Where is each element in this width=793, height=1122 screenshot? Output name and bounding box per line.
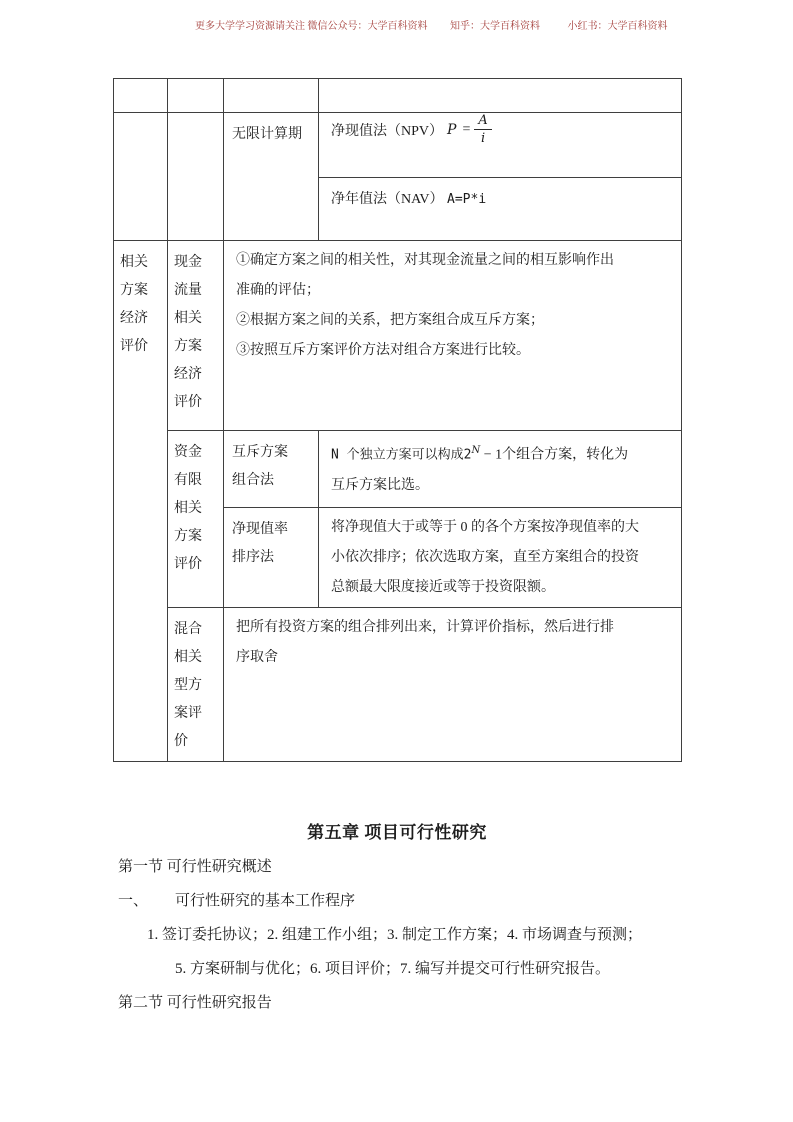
cell-related-eval-label: 相关 方案 经济 评价 [114,241,168,762]
chapter-section [113,820,681,1025]
procedure-items-line2: 5. 方案研制与优化；6. 项目评价；7. 编写并提交可行性研究报告。 [175,961,611,977]
cell-infinite-period-label: 无限计算期 [224,113,319,241]
fraction-denominator: i [480,131,486,146]
mutex-content-line2: 互斥方案比选。 [331,477,429,493]
npv-equals: = [462,121,471,137]
chapter-title: 第五章 项目可行性研究 [307,823,487,842]
fraction-numerator: A [474,113,491,130]
promo-header [195,20,668,34]
list1-marker: 一、 [118,893,149,909]
cell-mutex-combo-label: 互斥方案 组合法 [224,431,319,508]
cell-mutex-combo-content [319,431,682,508]
evaluation-table [113,78,682,762]
section1-heading: 第一节 可行性研究概述 [118,859,272,875]
npv-method-label: 净现值法（NPV） [331,123,444,139]
promo-xiaohongshu: 小红书：大学百科资料 [567,21,668,32]
cell-npvr-sort-content: 将净现值大于或等于 0 的各个方案按净现值率的大 小依次排序；依次选取方案，直至方案组合的投资 总额最大限度接近或等于投资限额。 [319,508,682,608]
cell-empty-1 [114,79,168,113]
mutex-formula-pre: N 个独立方案可以构成2 [331,447,472,463]
cell-cash-flow-label: 现金 流量 相关 方案 经济 评价 [168,241,224,431]
mutex-formula-post: − 1个组合方案，转化为 [480,447,629,463]
cell-empty-6 [168,113,224,241]
npv-fraction [474,113,491,146]
nav-formula-text: A=P*i [447,192,487,207]
promo-wechat: 更多大学学习资源请关注 微信公众号：大学百科资料 [195,21,428,32]
cell-cash-flow-content: ①确定方案之间的相关性，对其现金流量之间的相互影响作出 准确的评估； ②根据方案之间的关系，把方案组合成互斥方案； ③按照互斥方案评价方法对组合方案进行比较。 [224,241,682,431]
promo-zhihu: 知乎：大学百科资料 [450,21,540,32]
procedure-items-line1: 1. 签订委托协议；2. 组建工作小组；3. 制定工作方案；4. 市场调查与预测； [147,927,643,943]
cell-npvr-sort-label: 净现值率 排序法 [224,508,319,608]
npv-var-p: P [447,121,457,138]
mutex-formula-sup: N [471,445,481,456]
nav-method-label: 净年值法（NAV） [331,192,444,207]
cell-empty-4 [319,79,682,113]
cell-npv-formula [319,113,682,178]
cell-empty-3 [224,79,319,113]
cell-mixed-label: 混合 相关 型方 案评 价 [168,608,224,762]
cell-mixed-content: 把所有投资方案的组合排列出来，计算评价指标，然后进行排 序取舍 [224,608,682,762]
cell-capital-limited-label: 资金 有限 相关 方案 评价 [168,431,224,608]
list1-heading [113,889,681,913]
section2-heading: 第二节 可行性研究报告 [118,995,272,1011]
cell-nav-formula [319,178,682,241]
list1-text: 可行性研究的基本工作程序 [175,893,356,909]
cell-empty-2 [168,79,224,113]
cell-empty-5 [114,113,168,241]
